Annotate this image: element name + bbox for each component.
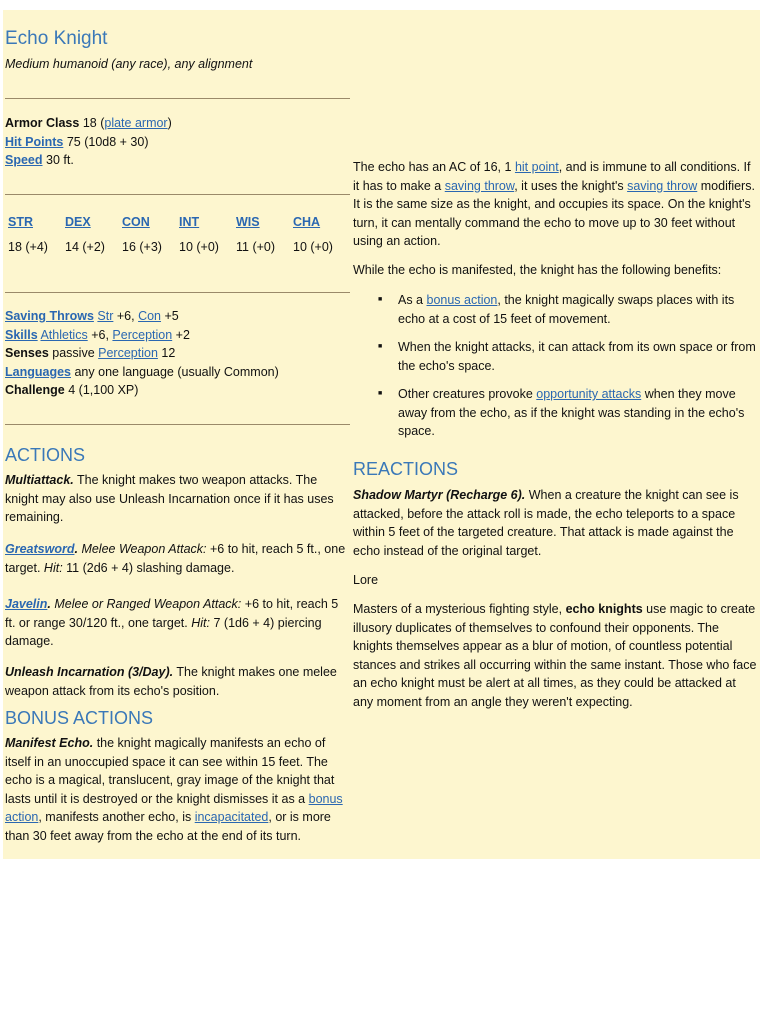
hit-points-link[interactable]: Hit Points [5,134,64,149]
athletics-link[interactable]: Athletics [40,327,88,342]
languages-text: any one language (usually Common) [74,364,279,379]
hit-point-link[interactable]: hit point [514,160,559,174]
manifest-echo-action [5,734,350,845]
languages-line [5,363,350,382]
detail-stats [5,307,350,400]
echo-text: modifiers. It is the same size as the knight, and occupies its space. On the knight's turn, it can mentally command the echo to move up to 30 feet without using an action. [353,178,755,248]
bonus-action-link[interactable]: bonus action [5,791,343,824]
echo-benefit-text: Other creatures provoke [398,387,533,401]
saving-throw-link[interactable]: saving throw [627,178,698,193]
manifest-echo-text: , manifests another echo, is [38,810,192,824]
con-save-value: +5 [164,309,179,323]
lore-label: Lore [353,573,379,587]
greatsword-damage: 11 (2d6 + 4) slashing damage. [66,560,235,575]
ability-con-score: 16 (+3) [122,239,162,254]
unleash-incarnation-name: Unleash Incarnation (3/Day). [5,665,174,679]
str-save-link[interactable]: Str [97,309,114,323]
perception-value: +2 [175,327,190,342]
challenge-line [5,381,350,400]
ability-dex-link[interactable]: DEX [65,215,91,229]
ability-wis-link[interactable]: WIS [236,215,260,229]
str-save-value: +6, [116,309,135,323]
actions-heading: ACTIONS [5,445,86,465]
incapacitated-link[interactable]: incapacitated [194,810,269,824]
echo-benefits-intro: While the echo is manifested, the knight has the following benefits: [353,263,722,277]
javelin-text: +6 to hit, reach 5 ft. or range 30/120 ft., one target. [5,597,339,630]
divider [5,424,350,425]
multiattack-name: Multiattack. [5,473,74,487]
skills-line [5,326,350,345]
challenge-text: 4 (1,100 XP) [68,383,139,397]
senses-text: passive [52,346,95,360]
armor-class-line: Armor Class 18 (plate armor) [5,116,172,130]
unleash-incarnation-text: The knight makes one melee weapon attack from its echo's position. [5,665,337,698]
hit-points-value: 75 (10d8 + 30) [66,134,149,149]
speed-link[interactable]: Speed [5,153,43,167]
armor-class-label: Armor Class [5,116,80,130]
ability-int-link[interactable]: INT [179,215,200,229]
passive-perception-link[interactable]: Perception [98,346,158,360]
echo-description [353,158,758,251]
manifest-echo-name: Manifest Echo. [5,736,94,750]
senses-value: 12 [161,346,176,360]
greatsword-hit-label: Hit: [43,560,63,575]
ability-dex-score: 14 (+2) [65,239,105,254]
stat-block-page [3,10,760,859]
plate-armor-link[interactable]: plate armor [104,116,168,130]
greatsword-attack-type: Melee Weapon Attack: [81,542,207,556]
shadow-martyr-text: When a creature the knight can see is attacked, before the attack roll is made, the echo teleports to a space within 5 feet of the targeted creature. That attack is made against the echo instead of the original target. [353,488,739,558]
divider [5,194,350,195]
perception-link[interactable]: Perception [112,327,173,342]
echo-benefit-text: when they move away from the echo, as if the knight was standing in the echo's space. [398,387,745,438]
echo-benefit-text: , the knight magically swaps places with its echo at a cost of 15 feet of movement. [398,293,735,326]
reactions-heading: REACTIONS [353,459,459,479]
echo-benefits-list [353,291,758,441]
skills-link[interactable]: Skills [5,327,38,342]
unleash-incarnation-action [5,663,350,700]
manifest-echo-text: the knight magically manifests an echo of itself in an unoccupied space it can see within 15 feet. The echo is a magical, translucent, gray image of the knight that lasts until it is destroyed or the knight dismisses it as a [5,736,335,806]
multiattack-action [5,471,350,527]
echo-benefit-text: As a [398,293,424,307]
languages-link[interactable]: Languages [5,364,71,379]
challenge-label: Challenge [5,383,65,397]
javelin-damage: 7 (1d6 + 4) piercing damage. [5,615,322,648]
lore-text [353,600,758,711]
ability-scores [5,213,350,273]
lore-bold-term: echo knights [565,602,643,616]
shadow-martyr-reaction [353,486,758,560]
divider [5,292,350,293]
armor-class-value: 18 [82,116,97,130]
echo-text: The echo has an AC of 16, 1 [353,160,512,174]
opportunity-attacks-link[interactable]: opportunity attacks [536,387,642,401]
javelin-action: Javelin. Melee or Ranged Weapon Attack: +6 to hit, reach 5 ft. or range 30/120 ft., one target. Hit: 7 (1d6 + 4) piercing damage. [5,597,339,648]
ability-wis-score: 11 (+0) [236,239,276,254]
bonus-actions-heading: BONUS ACTIONS [5,708,154,728]
core-stats [5,114,350,170]
senses-label: Senses [5,346,49,360]
manifest-echo-text: , or is more than 30 feet away from the echo at the end of its turn. [5,810,331,843]
greatsword-action: Greatsword. Melee Weapon Attack: +6 to hit, reach 5 ft., one target. Hit: 11 (2d6 + 4) slashing damage. [5,542,346,575]
senses-line [5,344,350,363]
list-item: ■ When the knight attacks, it can attack from its own space or from the echo's space. [353,338,758,375]
javelin-hit-label: Hit: [191,615,210,630]
greatsword-link[interactable]: Greatsword [5,542,75,556]
list-item [353,291,758,328]
lore-text-part: Masters of a mysterious fighting style, [353,602,563,616]
speed-line [5,151,350,170]
hit-points-line [5,133,350,152]
ability-con-link[interactable]: CON [122,215,150,229]
monster-type-line: Medium humanoid (any race), any alignment [5,57,253,71]
ability-str-score: 18 (+4) [8,239,48,254]
shadow-martyr-name: Shadow Martyr (Recharge 6). [353,488,526,502]
saving-throws-link[interactable]: Saving Throws [5,309,94,323]
ability-str-link[interactable]: STR [8,215,33,229]
multiattack-text: The knight makes two weapon attacks. The knight may also use Unleash Incarnation once if it has uses remaining. [5,473,334,524]
saving-throws-line [5,307,350,326]
saving-throw-link[interactable]: saving throw [444,178,515,193]
speed-value: 30 ft. [46,153,74,167]
ability-cha-link[interactable]: CHA [293,215,321,229]
athletics-value: +6, [91,327,109,342]
list-item [353,385,758,441]
divider [5,98,350,99]
javelin-attack-type: Melee or Ranged Weapon Attack: [54,597,242,611]
echo-text: , it uses the knight's [514,178,624,193]
echo-text: , and is immune to all conditions. If it has to make a [353,160,751,193]
monster-name: Echo Knight [5,28,108,49]
javelin-link[interactable]: Javelin [5,597,48,611]
ability-int-score: 10 (+0) [179,239,219,254]
lore-text-part: use magic to create illusory duplicates of themselves to confound their opponents. The knights themselves appear as a blur of motion, of countless potential stances and strikes all occurring within the same instant. Those who face an echo knight must be alert at all times, as they could be attacked at any moment from an angle they weren't expecting. [353,602,757,709]
bonus-action-link[interactable]: bonus action [426,293,498,307]
greatsword-text: +6 to hit, reach 5 ft., one target. [5,542,346,575]
ability-cha-score: 10 (+0) [293,239,333,254]
con-save-link[interactable]: Con [138,309,162,323]
